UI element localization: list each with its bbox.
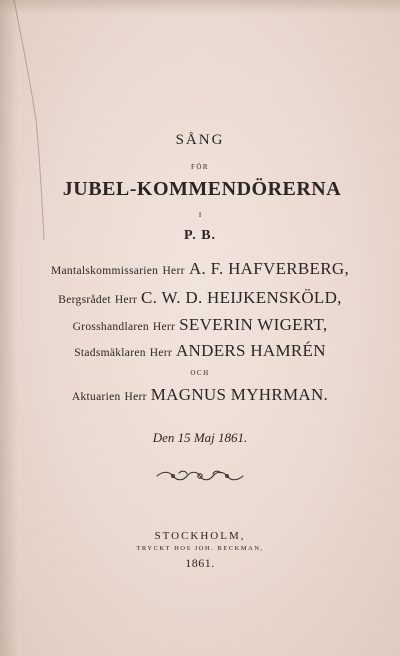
date-line: Den 15 Maj 1861. bbox=[152, 430, 248, 445]
honoree-line bbox=[0, 341, 400, 361]
ornament-icon bbox=[155, 468, 245, 484]
imprint-city: STOCKHOLM, bbox=[154, 530, 246, 542]
imprint-year: 1861. bbox=[185, 556, 215, 570]
honoree-role: Aktuarien bbox=[71, 391, 121, 403]
honoree-line bbox=[0, 315, 400, 335]
for-label: FÖR bbox=[190, 163, 210, 171]
paper-top-shadow bbox=[0, 0, 400, 14]
honoree-role: Grosshandlaren bbox=[72, 321, 149, 333]
honoree-role: Stadsmäklaren bbox=[74, 347, 146, 359]
page-title: JUBEL-KOMMENDÖRERNA bbox=[62, 178, 342, 200]
honoree-herr: Herr bbox=[124, 391, 147, 403]
honoree-role: Bergsrådet bbox=[58, 294, 111, 306]
society-name: P. B. bbox=[183, 228, 217, 243]
honoree-herr: Herr bbox=[149, 347, 173, 359]
honoree-line bbox=[0, 259, 400, 279]
honoree-name: ANDERS HAMRÉN bbox=[175, 341, 326, 360]
honoree-name: MAGNUS MYHRMAN. bbox=[150, 385, 329, 404]
och-label: OCH bbox=[190, 369, 210, 377]
honoree-line bbox=[0, 385, 400, 405]
heading: SÅNG bbox=[175, 132, 225, 148]
honoree-name: SEVERIN WIGERT, bbox=[179, 315, 328, 334]
honoree-line bbox=[0, 288, 400, 308]
honoree-herr: Herr bbox=[152, 321, 176, 333]
i-label: I bbox=[198, 211, 202, 219]
honoree-herr: Herr bbox=[162, 265, 185, 277]
honoree-role: Mantalskommissarien bbox=[50, 265, 159, 277]
honoree-herr: Herr bbox=[114, 294, 138, 306]
imprint-printer: TRYCKT HOS JOH. BECKMAN, bbox=[136, 545, 264, 552]
honoree-name: A. F. HAFVERBERG, bbox=[188, 259, 350, 278]
paper-crease bbox=[0, 0, 60, 240]
honoree-name: C. W. D. HEIJKENSKÖLD, bbox=[141, 288, 342, 307]
